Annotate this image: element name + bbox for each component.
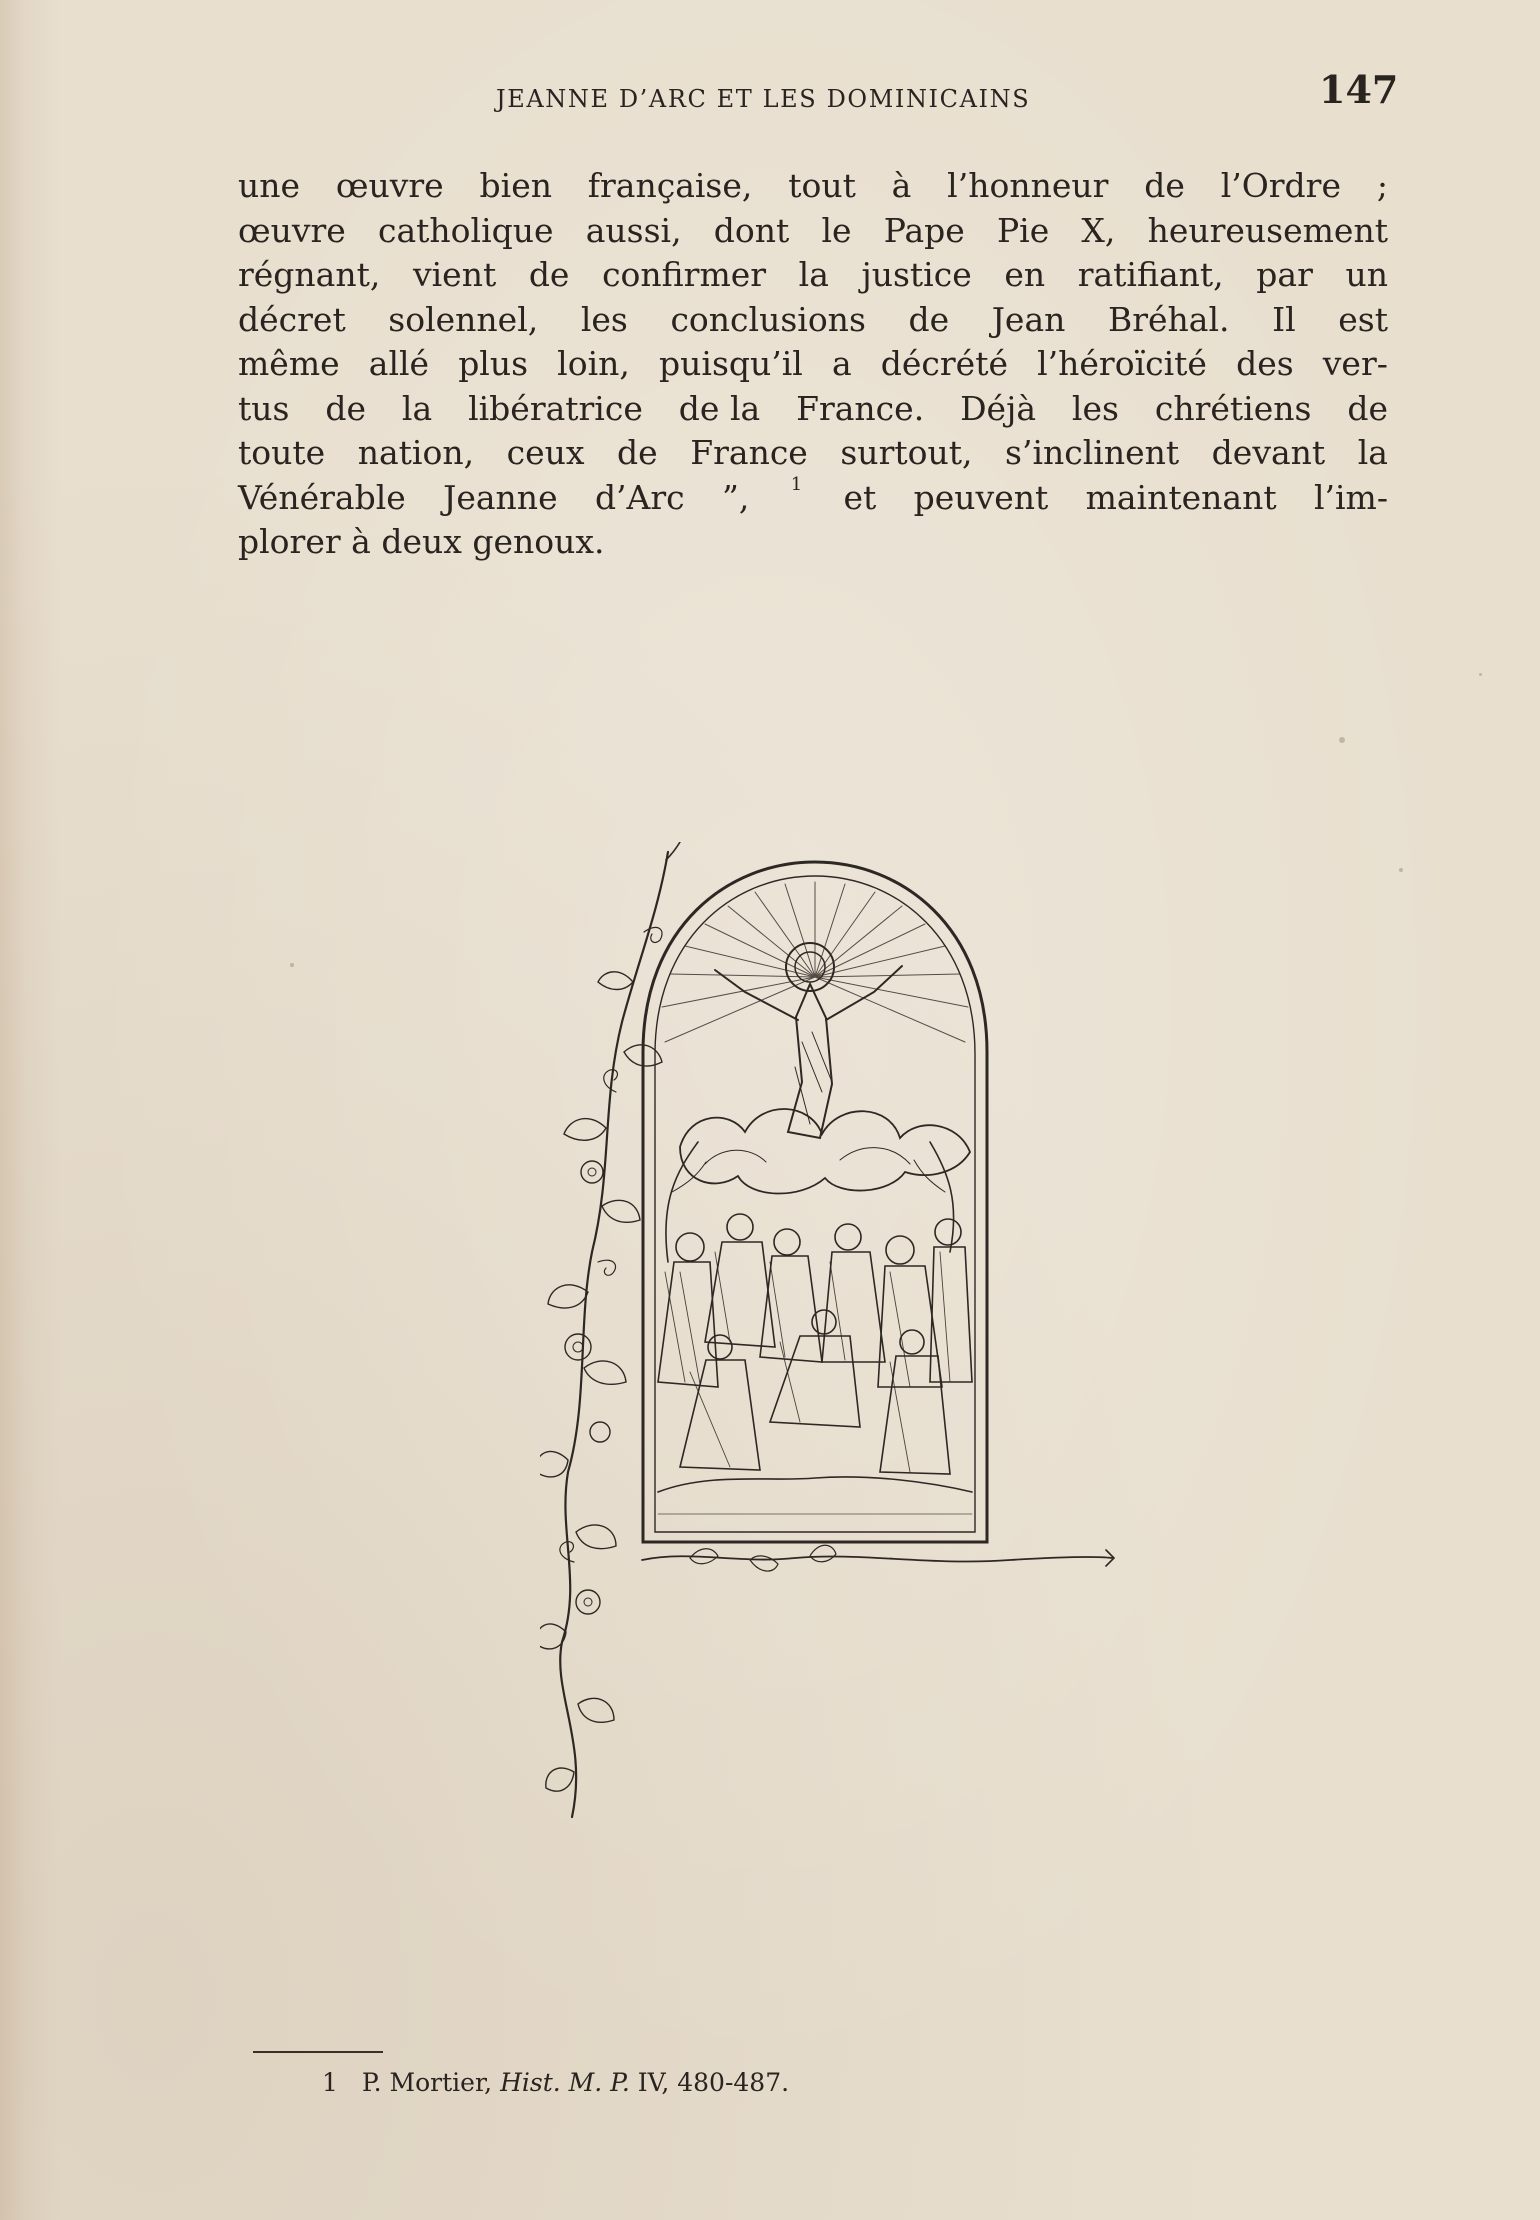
word: française, <box>587 166 753 205</box>
footnote-reference: IV, 480-487. <box>637 2068 790 2097</box>
word: d’Arc <box>594 477 685 517</box>
text-line <box>238 298 1388 343</box>
word: régnant, <box>238 255 381 294</box>
paper-spot <box>1339 737 1345 743</box>
word: a <box>831 344 852 383</box>
word: devant <box>1211 433 1326 472</box>
word: décret <box>238 299 346 339</box>
paper-spot <box>290 963 294 967</box>
text-line <box>238 342 1388 387</box>
word: à <box>891 166 912 205</box>
text-line <box>238 473 1388 521</box>
word: à <box>351 522 371 561</box>
footnote <box>322 2068 789 2097</box>
word: de <box>617 433 658 472</box>
word: même <box>238 344 340 383</box>
word: X, <box>1081 210 1116 250</box>
word: la <box>1357 433 1388 472</box>
text-line <box>238 209 1388 254</box>
word: la <box>798 255 829 294</box>
word: allé <box>368 344 430 383</box>
word: loin, <box>557 344 630 383</box>
word: de <box>325 388 367 428</box>
word: conclusions <box>670 299 866 339</box>
word: solennel, <box>388 299 539 339</box>
word: tus <box>238 388 290 428</box>
word: de <box>528 255 570 294</box>
word: une <box>238 166 301 205</box>
word: œuvre <box>335 166 444 205</box>
word: l’honneur <box>947 166 1109 205</box>
word: plus <box>458 344 529 383</box>
word: ; <box>1376 166 1388 205</box>
word: est <box>1338 299 1388 339</box>
footnote-work: Hist. M. P. <box>500 2068 630 2097</box>
word: un <box>1345 255 1388 294</box>
word: deux <box>381 522 462 561</box>
text-line <box>238 387 1388 432</box>
word: ”, <box>721 477 750 517</box>
word: plorer <box>238 522 341 561</box>
word: aussi, <box>585 210 682 250</box>
word: Vénérable <box>238 477 406 517</box>
word: de la <box>678 388 761 428</box>
footnote-number: 1 <box>322 2068 338 2097</box>
word: ver- <box>1322 344 1388 383</box>
word: genoux. <box>472 522 605 561</box>
ascension-engraving <box>540 842 1120 1822</box>
word: France. <box>796 388 925 428</box>
word: de <box>1144 166 1185 205</box>
word: des <box>1236 344 1294 383</box>
word: tout <box>788 166 856 205</box>
text-line <box>238 520 1388 565</box>
running-title: JEANNE D’ARC ET LES DOMINICAINS <box>496 85 1031 113</box>
word: libératrice <box>468 388 643 428</box>
word: œuvre <box>238 210 346 250</box>
footnote-author: P. Mortier, <box>361 2068 493 2097</box>
word: vient <box>412 255 497 294</box>
word: chrétiens <box>1154 388 1312 428</box>
word: heureusement <box>1147 210 1388 250</box>
word: le <box>821 210 852 250</box>
page-number: 147 <box>1319 67 1399 112</box>
text-line <box>238 253 1388 298</box>
word: France <box>690 433 808 472</box>
word: l’Ordre <box>1220 166 1341 205</box>
word: Déjà <box>960 388 1036 428</box>
word: et <box>843 477 877 517</box>
word: Jeanne <box>443 477 558 517</box>
word: Il <box>1272 299 1296 339</box>
word: Pape <box>883 210 965 250</box>
word: les <box>1071 388 1119 428</box>
word: justice <box>861 255 972 294</box>
word: confirmer <box>602 255 767 294</box>
word: ceux <box>506 433 585 472</box>
word: de <box>908 299 950 339</box>
word: de <box>1347 388 1388 428</box>
footnote-rule <box>253 2051 383 2053</box>
word: l’héroïcité <box>1037 344 1207 383</box>
word: Bréhal. <box>1107 299 1230 339</box>
body-text <box>238 164 1388 565</box>
word: maintenant <box>1085 477 1277 517</box>
word: dont <box>713 210 790 250</box>
word: l’im- <box>1313 477 1388 517</box>
word: Pie <box>996 210 1050 250</box>
word: surtout, <box>840 433 973 472</box>
word: par <box>1256 255 1313 294</box>
word: s’inclinent <box>1005 433 1180 472</box>
word: les <box>580 299 628 339</box>
word: nation, <box>357 433 475 472</box>
paper-spot <box>1399 868 1403 872</box>
word: Jean <box>991 299 1066 339</box>
text-line <box>238 431 1388 476</box>
word: puisqu’il <box>659 344 803 383</box>
footnote-reference-mark: 1 <box>790 473 803 495</box>
word: peuvent <box>913 477 1049 517</box>
word: ratifiant, <box>1077 255 1224 294</box>
word: catholique <box>378 210 554 250</box>
paper-spot <box>1479 673 1482 676</box>
word: décrété <box>880 344 1008 383</box>
text-line <box>238 164 1388 209</box>
word: en <box>1004 255 1046 294</box>
word: la <box>401 388 433 428</box>
word: bien <box>479 166 552 205</box>
word: toute <box>238 433 326 472</box>
